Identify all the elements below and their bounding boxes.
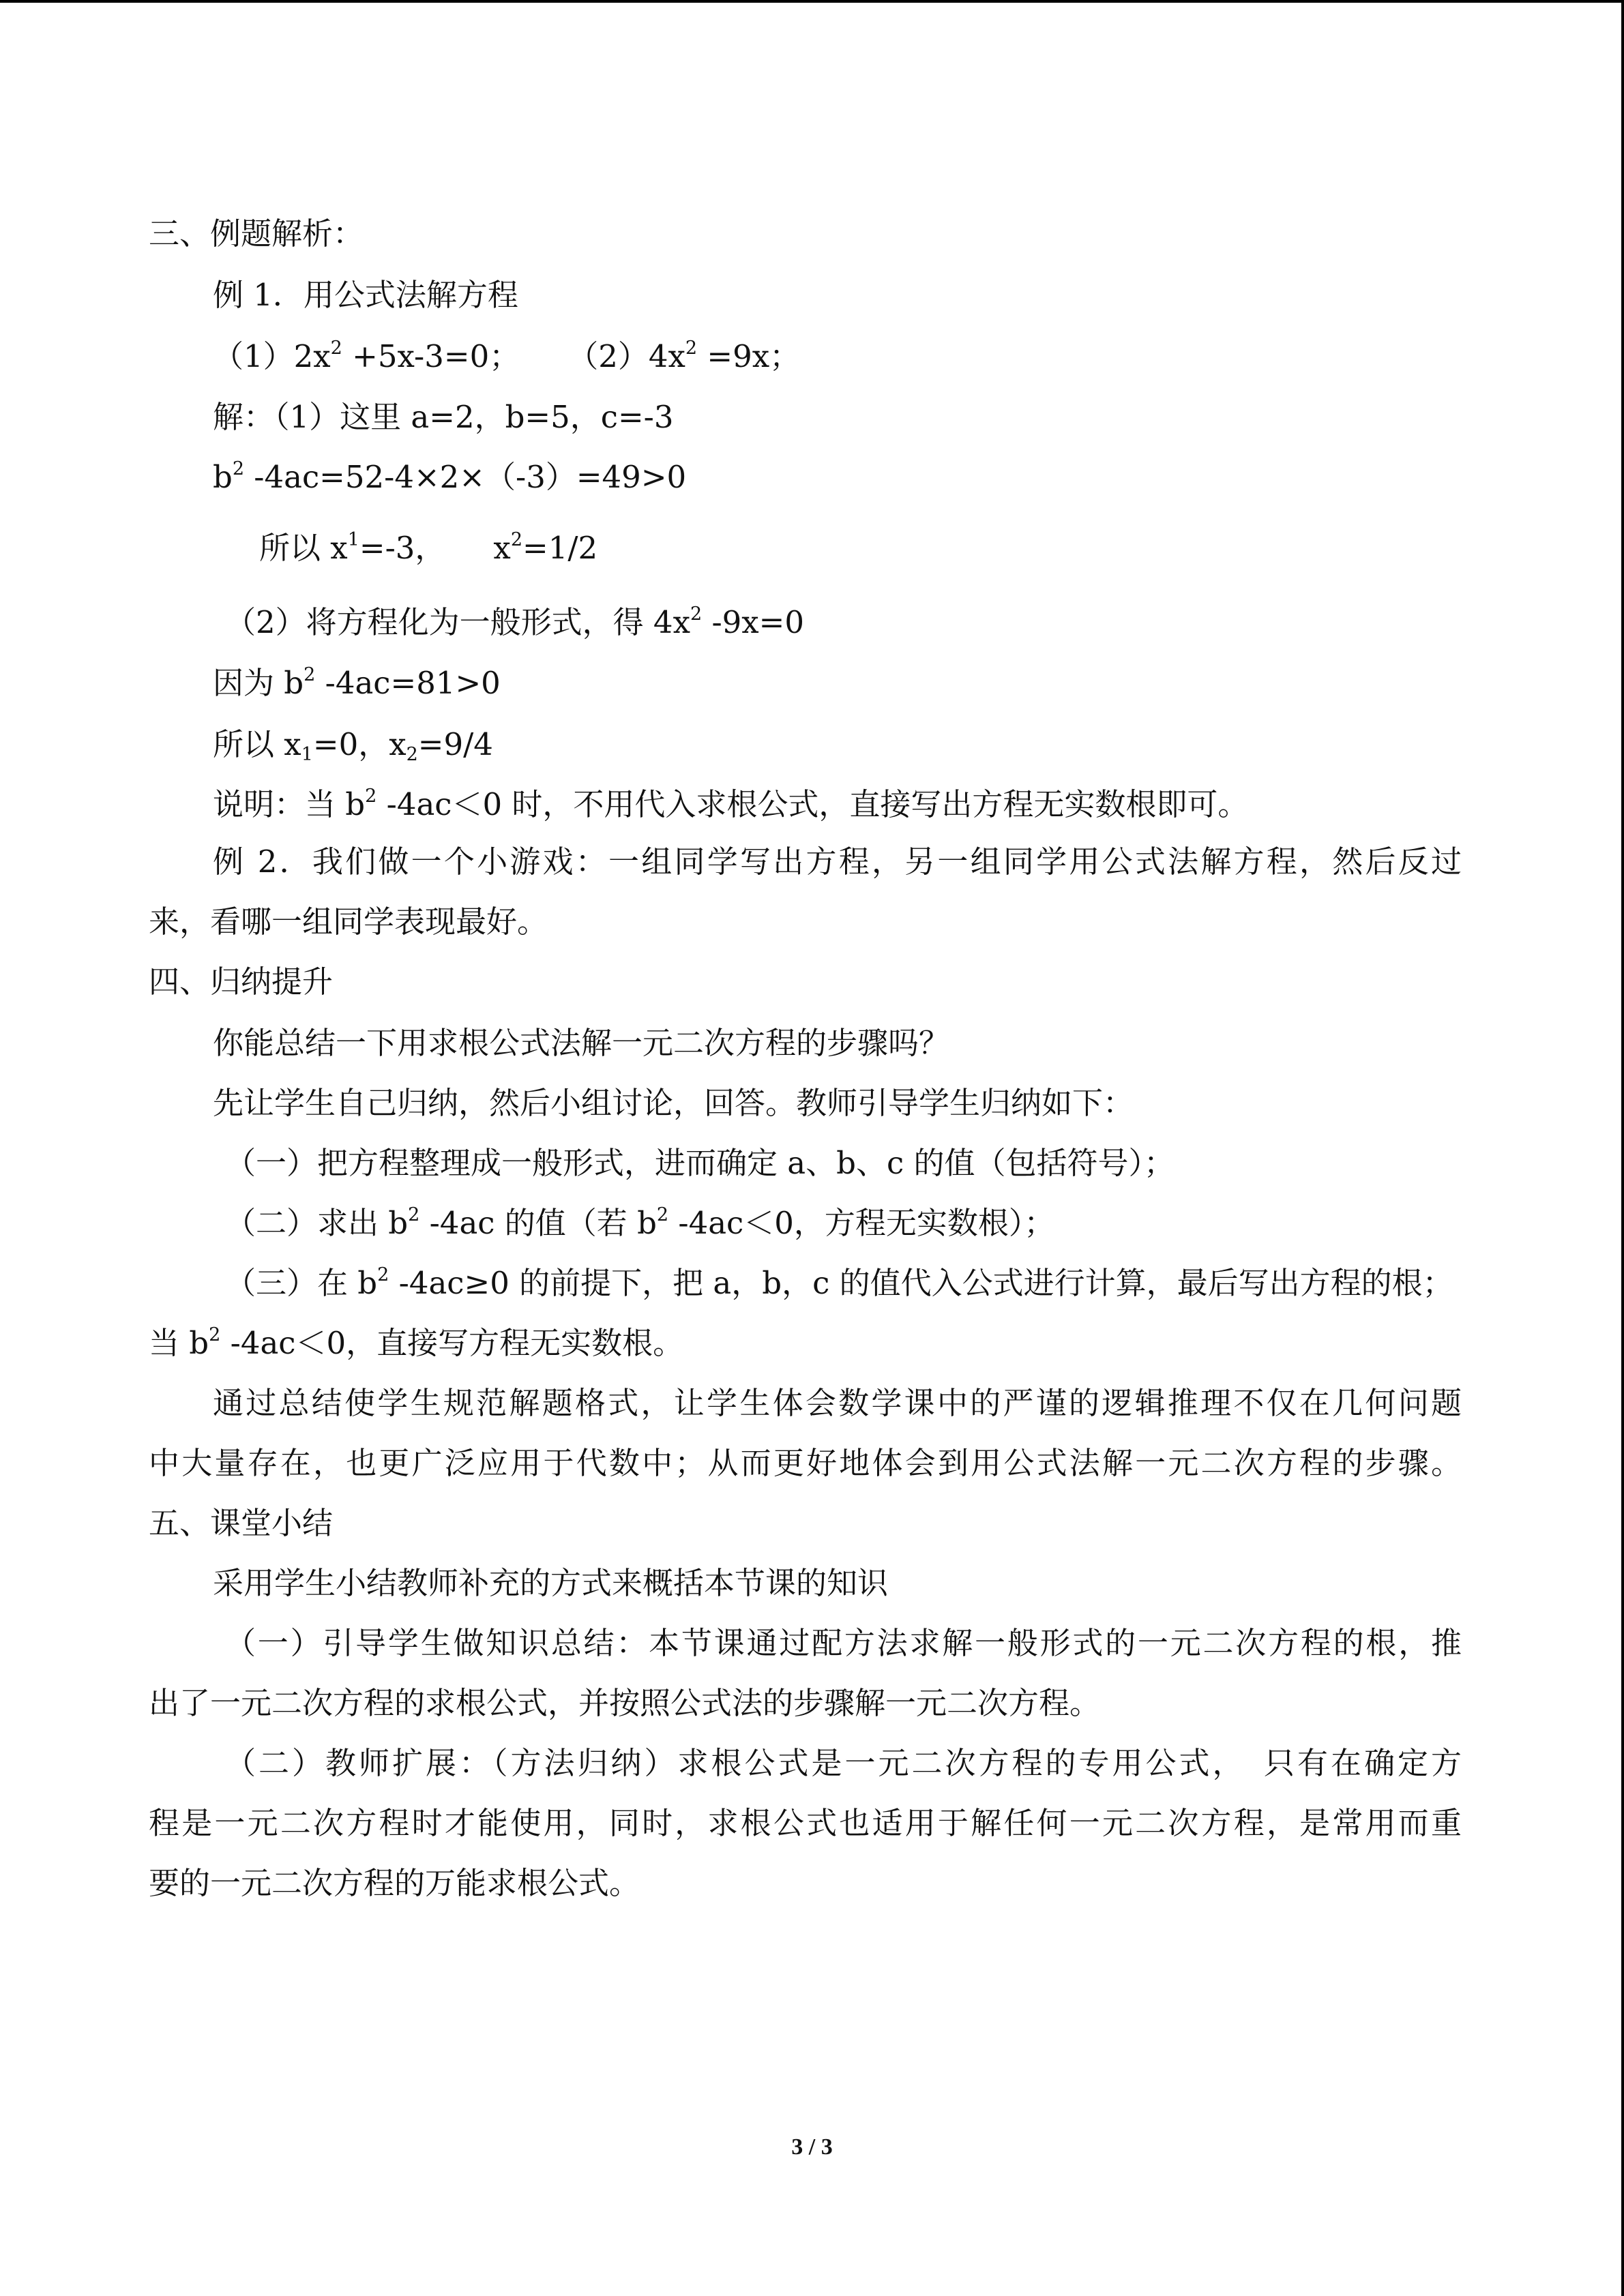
note-a: 说明：当 b — [213, 786, 366, 822]
knowledge-2-line-1-text: （二）教师扩展：（方法归纳）求根公式是一元二次方程的专用公式， 只有在确定方 — [225, 1745, 1462, 1781]
knowledge-2-line-3-text: 要的一元二次方程的万能求根公式。 — [149, 1865, 640, 1901]
step-2-a: （二）求出 b — [225, 1205, 409, 1241]
roots-1-a: 所以 x — [259, 530, 348, 566]
equation-2-part-b: =9x； — [697, 338, 801, 374]
note — [213, 784, 1526, 825]
page-number: 3 / 3 — [791, 2134, 833, 2160]
summary-paragraph-line-1-text: 通过总结使学生规范解题格式，让学生体会数学课中的严谨的逻辑推理不仅在几何问题 — [213, 1385, 1462, 1421]
step-2-exponent-2: 2 — [656, 1204, 669, 1226]
discriminant-2-b: -4ac=81>0 — [315, 665, 501, 701]
knowledge-1-line-2 — [149, 1683, 1462, 1724]
example-2-line-1 — [213, 841, 1462, 882]
step-3-b: -4ac≥0 的前提下，把 a，b，c 的值代入公式进行计算，最后写出方程的根； — [389, 1265, 1453, 1301]
equation-1 — [213, 338, 520, 374]
section-5-title — [149, 1503, 1462, 1544]
class-summary-intro-text: 采用学生小结教师补充的方式来概括本节课的知识 — [213, 1565, 889, 1601]
step-3-exponent-1: 2 — [377, 1264, 389, 1286]
summary-question-text: 你能总结一下用求根公式法解一元二次方程的步骤吗？ — [213, 1025, 950, 1061]
knowledge-1-line-1 — [225, 1623, 1462, 1664]
knowledge-2-line-3 — [149, 1863, 1462, 1904]
roots-1-subscript-1: 1 — [347, 529, 359, 551]
roots-1-c: x — [493, 530, 511, 566]
summary-intro-text: 先让学生自己归纳，然后小组讨论，回答。教师引导学生归纳如下： — [213, 1085, 1134, 1121]
equation-2-part-a: （2）4x — [567, 338, 685, 374]
discriminant-2 — [213, 663, 1526, 704]
part-2-exponent: 2 — [690, 603, 703, 625]
knowledge-2-line-1 — [225, 1743, 1462, 1784]
part-2-a: （2）将方程化为一般形式，得 4x — [225, 604, 690, 640]
step-3-line-2 — [149, 1323, 1462, 1364]
summary-paragraph-line-2-text: 中大量存在，也更广泛应用于代数中；从而更好地体会到用公式法解一元二次方程的步骤。 — [149, 1445, 1462, 1481]
note-exponent: 2 — [365, 786, 377, 807]
roots-2-c: =9/4 — [417, 726, 493, 762]
section-4-title — [149, 961, 1462, 1002]
note-b: -4ac＜0 时，不用代入求根公式，直接写出方程无实数根即可。 — [377, 786, 1249, 822]
discriminant-2-exponent: 2 — [304, 664, 316, 686]
step-2 — [225, 1203, 1538, 1244]
roots-2 — [213, 724, 1526, 765]
knowledge-1-line-1-text: （一）引导学生做知识总结：本节课通过配方法求解一般形式的一元二次方程的根，推 — [225, 1625, 1462, 1661]
knowledge-1-line-2-text: 出了一元二次方程的求根公式，并按照公式法的步骤解一元二次方程。 — [149, 1685, 1101, 1721]
roots-2-subscript-1: 1 — [301, 744, 313, 766]
solution-intro-text: 解：（1）这里 a=2，b=5，c=-3 — [213, 399, 674, 435]
step-1-text: （一）把方程整理成一般形式，进而确定 a、b、c 的值（包括符号）； — [225, 1145, 1175, 1181]
knowledge-2-line-2 — [149, 1803, 1462, 1844]
discriminant-1-exponent: 2 — [232, 458, 244, 480]
roots-1 — [259, 528, 1572, 569]
step-3-d: -4ac＜0，直接写方程无实数根。 — [220, 1325, 684, 1361]
roots-1-b: =-3， — [359, 530, 446, 566]
summary-question — [213, 1023, 1526, 1064]
roots-1-subscript-2: 2 — [510, 529, 522, 551]
roots-1-d: =1/2 — [522, 530, 598, 566]
example-2-line-1-text: 例 2．我们做一个小游戏：一组同学写出方程，另一组同学用公式法解方程，然后反过 — [213, 844, 1462, 880]
equation-1-part-b: +5x-3=0； — [342, 338, 520, 374]
section-3-title — [149, 213, 1462, 254]
summary-paragraph-line-1 — [213, 1383, 1462, 1424]
equation-1-part-a: （1）2x — [213, 338, 331, 374]
section-4-title-text: 四、归纳提升 — [149, 964, 334, 1000]
example-2-line-2-text: 来，看哪一组同学表现最好。 — [149, 904, 548, 940]
example-2-line-2 — [149, 901, 1462, 942]
discriminant-1-a: b — [213, 459, 233, 495]
equation-2-exponent: 2 — [685, 338, 698, 359]
step-2-c: -4ac＜0，方程无实数根）； — [668, 1205, 1055, 1241]
section-5-title-text: 五、课堂小结 — [149, 1505, 334, 1541]
step-3-c: 当 b — [149, 1325, 209, 1361]
part-2-b: -9x=0 — [702, 604, 804, 640]
step-2-b: -4ac 的值（若 b — [419, 1205, 657, 1241]
example-1-equations — [213, 336, 1526, 377]
solution-intro — [213, 397, 1526, 438]
step-3-exponent-2: 2 — [209, 1324, 221, 1346]
discriminant-1-b: -4ac=52-4×2×（-3）=49>0 — [244, 459, 687, 495]
roots-2-subscript-2: 2 — [406, 744, 418, 766]
step-3-a: （三）在 b — [225, 1265, 378, 1301]
knowledge-2-line-2-text: 程是一元二次方程时才能使用，同时，求根公式也适用于解任何一元二次方程，是常用而重 — [149, 1805, 1462, 1841]
example-1-title-text: 例 1．用公式法解方程 — [213, 277, 518, 313]
roots-2-a: 所以 x — [213, 726, 301, 762]
example-1-title — [213, 275, 1526, 316]
discriminant-1 — [213, 457, 1526, 498]
class-summary-intro — [213, 1563, 1526, 1604]
step-1 — [225, 1143, 1538, 1184]
summary-paragraph-line-2 — [149, 1443, 1462, 1484]
step-3-line-1 — [225, 1263, 1538, 1304]
section-3-title-text: 三、例题解析： — [149, 215, 364, 252]
roots-2-b: =0，x — [312, 726, 407, 762]
equation-2 — [567, 338, 800, 374]
summary-intro — [213, 1083, 1526, 1124]
step-2-exponent-1: 2 — [408, 1204, 420, 1226]
part-2-general-form — [225, 602, 1538, 643]
equation-1-exponent: 2 — [330, 338, 342, 359]
discriminant-2-a: 因为 b — [213, 665, 304, 701]
